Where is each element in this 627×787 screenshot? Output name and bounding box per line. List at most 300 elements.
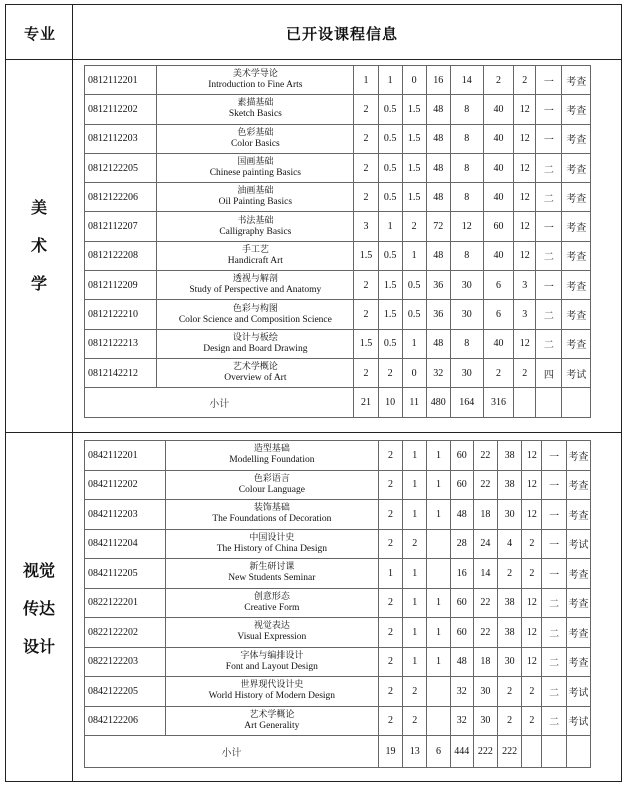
- credits: 1: [354, 66, 378, 95]
- major-name-line: 设计: [22, 637, 55, 656]
- subtotal-row: [85, 736, 591, 768]
- table-row: [85, 271, 591, 300]
- practice-hours: 60: [483, 212, 514, 241]
- major-header: 专业: [24, 25, 57, 43]
- course-name-cn: 字体与编排设计: [240, 650, 304, 661]
- assessment: 考查: [566, 500, 590, 530]
- section-divider: [6, 432, 621, 433]
- practice-credits: 1: [402, 241, 426, 270]
- assessment: 考查: [562, 241, 591, 270]
- assessment: 考查: [562, 66, 591, 95]
- lecture-credits: 1.5: [378, 271, 402, 300]
- semester: 一: [536, 124, 562, 153]
- practice-hours: 38: [498, 470, 522, 500]
- course-name-en: Chinese painting Basics: [209, 168, 301, 179]
- weeks: 12: [514, 95, 536, 124]
- course-name: [165, 618, 378, 648]
- practice-credits: 2: [402, 212, 426, 241]
- subtotal-semester: [542, 736, 566, 768]
- subtotal-label: 小计: [85, 388, 354, 418]
- major-name-fine-arts: [6, 189, 72, 303]
- course-name-cn: 色彩语言: [253, 473, 290, 484]
- subtotal-assessment: [566, 736, 590, 768]
- weeks: 12: [514, 212, 536, 241]
- practice-hours: 4: [498, 529, 522, 559]
- total-hours: 72: [426, 212, 450, 241]
- weeks: 12: [522, 647, 542, 677]
- course-name-en: Art Generality: [244, 720, 300, 731]
- lecture-hours: 22: [473, 470, 497, 500]
- weeks: 3: [514, 271, 536, 300]
- lecture-credits: 1: [378, 66, 402, 95]
- weeks: 2: [522, 677, 542, 707]
- course-name-en: Color Science and Composition Science: [178, 314, 332, 325]
- credits: 2: [378, 706, 402, 736]
- assessment: 考查: [562, 124, 591, 153]
- practice-credits: 1.5: [402, 183, 426, 212]
- credits: 2: [354, 271, 378, 300]
- credits: 2: [378, 588, 402, 618]
- lecture-hours: 30: [473, 677, 497, 707]
- practice-credits: 1: [427, 500, 450, 530]
- table-row: [85, 441, 591, 471]
- course-name-en: Modelling Foundation: [229, 455, 315, 466]
- course-name: [165, 500, 378, 530]
- lecture-credits: 2: [403, 529, 427, 559]
- lecture-hours: 24: [473, 529, 497, 559]
- assessment: 考查: [566, 588, 590, 618]
- course-name: [165, 470, 378, 500]
- subtotal-weeks: [514, 388, 536, 418]
- lecture-hours: 8: [450, 241, 483, 270]
- practice-credits: 0: [402, 358, 426, 387]
- course-code: 0812122205: [85, 153, 157, 182]
- course-name-cn: 中国设计史: [249, 532, 295, 543]
- semester: 二: [536, 300, 562, 329]
- course-info-page: [5, 4, 622, 782]
- subtotal-credits: 19: [378, 736, 402, 768]
- course-name: [157, 95, 354, 124]
- weeks: 12: [522, 588, 542, 618]
- semester: 一: [536, 66, 562, 95]
- course-code: 0812142212: [85, 358, 157, 387]
- subtotal-practice-credits: 6: [427, 736, 450, 768]
- lecture-hours: 8: [450, 153, 483, 182]
- semester: 一: [542, 559, 566, 589]
- course-name: [157, 124, 354, 153]
- practice-credits: 0.5: [402, 271, 426, 300]
- total-hours: 48: [426, 153, 450, 182]
- course-name-cn: 造型基础: [253, 444, 290, 455]
- course-name: [165, 559, 378, 589]
- practice-credits: [427, 706, 450, 736]
- lecture-credits: 1.5: [378, 300, 402, 329]
- lecture-credits: 1: [403, 618, 427, 648]
- header-divider: [6, 59, 621, 60]
- practice-hours: 30: [498, 500, 522, 530]
- course-code: 0822122201: [85, 588, 166, 618]
- course-code: 0842112205: [85, 559, 166, 589]
- assessment: 考试: [562, 358, 591, 387]
- course-name: [157, 183, 354, 212]
- course-code: 0812122213: [85, 329, 157, 358]
- course-name: [157, 66, 354, 95]
- subtotal-total-hours: 444: [450, 736, 473, 768]
- total-hours: 32: [450, 677, 473, 707]
- credits: 2: [378, 618, 402, 648]
- table-row: [85, 529, 591, 559]
- course-name: [157, 358, 354, 387]
- credits: 2: [378, 677, 402, 707]
- lecture-hours: 22: [473, 588, 497, 618]
- weeks: 12: [514, 153, 536, 182]
- assessment: 考查: [566, 647, 590, 677]
- credits: 2: [378, 441, 402, 471]
- course-code: 0812112209: [85, 271, 157, 300]
- major-name-line: 传达: [22, 599, 55, 618]
- subtotal-credits: 21: [354, 388, 378, 418]
- weeks: 12: [514, 241, 536, 270]
- table-row: [85, 500, 591, 530]
- assessment: 考试: [566, 529, 590, 559]
- weeks: 12: [514, 183, 536, 212]
- assessment: 考查: [562, 300, 591, 329]
- credits: 1.5: [354, 241, 378, 270]
- course-code: 0842122206: [85, 706, 166, 736]
- subtotal-weeks: [522, 736, 542, 768]
- practice-hours: 6: [483, 271, 514, 300]
- course-name-en: Visual Expression: [237, 632, 307, 643]
- practice-hours: 40: [483, 241, 514, 270]
- lecture-credits: 0.5: [378, 329, 402, 358]
- table-row: [85, 559, 591, 589]
- course-name: [165, 529, 378, 559]
- total-hours: 48: [426, 329, 450, 358]
- credits: 2: [378, 470, 402, 500]
- subtotal-lecture-credits: 13: [403, 736, 427, 768]
- lecture-credits: 0.5: [378, 241, 402, 270]
- course-name-en: Font and Layout Design: [225, 661, 318, 672]
- table-row: [85, 212, 591, 241]
- assessment: 考查: [566, 470, 590, 500]
- course-name-cn: 透视与解剖: [232, 274, 278, 285]
- subtotal-semester: [536, 388, 562, 418]
- total-hours: 48: [426, 183, 450, 212]
- assessment: 考试: [566, 706, 590, 736]
- semester: 一: [536, 271, 562, 300]
- lecture-hours: 8: [450, 183, 483, 212]
- course-name-en: World History of Modern Design: [208, 691, 336, 702]
- course-code: 0812112207: [85, 212, 157, 241]
- course-name-cn: 艺术学概论: [232, 362, 278, 373]
- assessment: 考查: [562, 183, 591, 212]
- credits: 2: [378, 647, 402, 677]
- practice-credits: 1: [427, 647, 450, 677]
- course-name-cn: 油画基础: [237, 186, 274, 197]
- course-name-en: Overview of Art: [224, 373, 287, 384]
- course-code: 0842112201: [85, 441, 166, 471]
- visual-design-course-table: [84, 440, 591, 768]
- practice-credits: 1: [427, 441, 450, 471]
- table-row: [85, 329, 591, 358]
- total-hours: 36: [426, 300, 450, 329]
- credits: 2: [354, 124, 378, 153]
- assessment: 考查: [562, 271, 591, 300]
- course-name-cn: 世界现代设计史: [240, 680, 304, 691]
- semester: 一: [536, 95, 562, 124]
- course-name: [157, 212, 354, 241]
- course-code: 0812112201: [85, 66, 157, 95]
- assessment: 考查: [566, 441, 590, 471]
- course-code: 0812112202: [85, 95, 157, 124]
- lecture-hours: 22: [473, 618, 497, 648]
- major-name-line: 视觉: [22, 561, 55, 580]
- practice-hours: 2: [498, 559, 522, 589]
- semester: 二: [536, 153, 562, 182]
- total-hours: 48: [426, 124, 450, 153]
- course-name: [165, 441, 378, 471]
- practice-hours: 38: [498, 441, 522, 471]
- course-name-en: Study of Perspective and Anatomy: [189, 285, 322, 296]
- lecture-credits: 2: [403, 677, 427, 707]
- lecture-credits: 1: [403, 559, 427, 589]
- course-name-cn: 装饰基础: [253, 503, 290, 514]
- practice-hours: 2: [498, 706, 522, 736]
- total-hours: 48: [426, 241, 450, 270]
- fine-arts-course-table: [84, 65, 591, 418]
- course-code: 0822122203: [85, 647, 166, 677]
- weeks: 12: [522, 500, 542, 530]
- course-name-en: Creative Form: [244, 602, 300, 613]
- weeks: 12: [522, 618, 542, 648]
- credits: 3: [354, 212, 378, 241]
- assessment: 考查: [566, 618, 590, 648]
- table-row: [85, 153, 591, 182]
- semester: 一: [536, 212, 562, 241]
- course-name: [165, 706, 378, 736]
- lecture-hours: 8: [450, 329, 483, 358]
- semester: 二: [536, 183, 562, 212]
- lecture-hours: 30: [450, 358, 483, 387]
- weeks: 2: [514, 358, 536, 387]
- subtotal-practice-credits: 11: [402, 388, 426, 418]
- table-row: [85, 124, 591, 153]
- lecture-hours: 30: [450, 300, 483, 329]
- table-row: [85, 66, 591, 95]
- practice-credits: 1.5: [402, 153, 426, 182]
- practice-credits: [427, 559, 450, 589]
- practice-hours: 2: [483, 358, 514, 387]
- subtotal-row: [85, 388, 591, 418]
- lecture-credits: 0.5: [378, 124, 402, 153]
- lecture-credits: 1: [403, 500, 427, 530]
- practice-hours: 40: [483, 95, 514, 124]
- total-hours: 36: [426, 271, 450, 300]
- practice-hours: 40: [483, 153, 514, 182]
- practice-hours: 2: [483, 66, 514, 95]
- assessment: 考查: [562, 329, 591, 358]
- practice-hours: 2: [498, 677, 522, 707]
- practice-credits: 1: [427, 470, 450, 500]
- credits: 2: [378, 529, 402, 559]
- course-name: [157, 300, 354, 329]
- course-name-en: Color Basics: [230, 138, 280, 149]
- lecture-hours: 18: [473, 647, 497, 677]
- major-column-divider: [72, 5, 73, 781]
- weeks: 12: [522, 441, 542, 471]
- assessment: 考查: [562, 212, 591, 241]
- lecture-credits: 1: [403, 647, 427, 677]
- course-name-cn: 美术学导论: [232, 69, 278, 80]
- lecture-credits: 1: [403, 470, 427, 500]
- table-row: [85, 358, 591, 387]
- course-name-en: Colour Language: [238, 484, 305, 495]
- course-name-en: Design and Board Drawing: [203, 343, 308, 354]
- credits: 2: [354, 358, 378, 387]
- lecture-hours: 8: [450, 95, 483, 124]
- lecture-hours: 14: [473, 559, 497, 589]
- subtotal-lecture-credits: 10: [378, 388, 402, 418]
- semester: 一: [542, 470, 566, 500]
- course-name-cn: 国画基础: [237, 157, 274, 168]
- total-hours: 60: [450, 618, 473, 648]
- course-name: [157, 271, 354, 300]
- course-code: 0812122208: [85, 241, 157, 270]
- weeks: 2: [522, 706, 542, 736]
- subtotal-lecture-hours: 222: [473, 736, 497, 768]
- lecture-hours: 8: [450, 124, 483, 153]
- course-name-cn: 手工艺: [241, 244, 269, 255]
- total-hours: 48: [450, 647, 473, 677]
- subtotal-practice-hours: 316: [483, 388, 514, 418]
- subtotal-total-hours: 480: [426, 388, 450, 418]
- practice-hours: 40: [483, 183, 514, 212]
- lecture-credits: 2: [403, 706, 427, 736]
- semester: 二: [542, 647, 566, 677]
- weeks: 12: [514, 329, 536, 358]
- subtotal-assessment: [562, 388, 591, 418]
- lecture-hours: 12: [450, 212, 483, 241]
- practice-credits: 1: [402, 329, 426, 358]
- weeks: 2: [522, 559, 542, 589]
- course-name-cn: 色彩基础: [237, 127, 274, 138]
- assessment: 考查: [562, 153, 591, 182]
- course-name-en: The History of China Design: [216, 543, 327, 554]
- lecture-credits: 1: [403, 441, 427, 471]
- assessment: 考试: [566, 677, 590, 707]
- lecture-credits: 0.5: [378, 95, 402, 124]
- credits: 2: [354, 95, 378, 124]
- course-name-en: The Foundations of Decoration: [212, 514, 332, 525]
- major-name-visual-design: [6, 552, 72, 666]
- credits: 2: [354, 153, 378, 182]
- lecture-hours: 14: [450, 66, 483, 95]
- course-name-cn: 素描基础: [237, 98, 274, 109]
- lecture-credits: 2: [378, 358, 402, 387]
- practice-hours: 30: [498, 647, 522, 677]
- semester: 二: [536, 241, 562, 270]
- total-hours: 60: [450, 441, 473, 471]
- practice-hours: 38: [498, 618, 522, 648]
- course-name-en: New Students Seminar: [228, 573, 316, 584]
- semester: 二: [542, 618, 566, 648]
- practice-hours: 38: [498, 588, 522, 618]
- subtotal-lecture-hours: 164: [450, 388, 483, 418]
- weeks: 3: [514, 300, 536, 329]
- weeks: 2: [514, 66, 536, 95]
- course-code: 0812112203: [85, 124, 157, 153]
- major-name-line: 美: [30, 198, 47, 217]
- lecture-credits: 1: [403, 588, 427, 618]
- major-name-line: 术: [30, 236, 47, 255]
- practice-credits: 0: [402, 66, 426, 95]
- course-name: [165, 647, 378, 677]
- course-name-en: Oil Painting Basics: [218, 197, 293, 208]
- course-name: [165, 677, 378, 707]
- total-hours: 28: [450, 529, 473, 559]
- assessment: 考查: [562, 95, 591, 124]
- lecture-hours: 22: [473, 441, 497, 471]
- course-code: 0822122202: [85, 618, 166, 648]
- total-hours: 16: [426, 66, 450, 95]
- course-name: [165, 588, 378, 618]
- lecture-hours: 30: [450, 271, 483, 300]
- subtotal-label: 小计: [85, 736, 379, 768]
- total-hours: 32: [450, 706, 473, 736]
- lecture-hours: 30: [473, 706, 497, 736]
- course-name-cn: 艺术学概论: [249, 709, 295, 720]
- credits: 1.5: [354, 329, 378, 358]
- total-hours: 48: [450, 500, 473, 530]
- practice-credits: 1.5: [402, 95, 426, 124]
- practice-credits: 1: [427, 588, 450, 618]
- course-name: [157, 153, 354, 182]
- practice-credits: 1.5: [402, 124, 426, 153]
- table-row: [85, 183, 591, 212]
- lecture-hours: 18: [473, 500, 497, 530]
- semester: 一: [542, 500, 566, 530]
- course-info-header: 已开设课程信息: [286, 25, 399, 43]
- course-code: 0842112203: [85, 500, 166, 530]
- course-name-cn: 色彩与构图: [232, 303, 278, 314]
- course-name-cn: 视觉表达: [253, 621, 290, 632]
- practice-credits: 1: [427, 618, 450, 648]
- course-name-en: Handicraft Art: [227, 255, 283, 266]
- course-code: 0842122205: [85, 677, 166, 707]
- total-hours: 16: [450, 559, 473, 589]
- course-name: [157, 329, 354, 358]
- weeks: 12: [514, 124, 536, 153]
- practice-hours: 6: [483, 300, 514, 329]
- subtotal-practice-hours: 222: [498, 736, 522, 768]
- course-code: 0842112204: [85, 529, 166, 559]
- credits: 2: [354, 183, 378, 212]
- course-name-en: Sketch Basics: [228, 109, 282, 120]
- lecture-credits: 0.5: [378, 153, 402, 182]
- weeks: 12: [522, 470, 542, 500]
- table-row: [85, 470, 591, 500]
- course-name-cn: 设计与板绘: [232, 332, 278, 343]
- credits: 2: [354, 300, 378, 329]
- practice-hours: 40: [483, 329, 514, 358]
- table-row: [85, 647, 591, 677]
- total-hours: 48: [426, 95, 450, 124]
- course-code: 0842112202: [85, 470, 166, 500]
- lecture-credits: 1: [378, 212, 402, 241]
- table-row: [85, 677, 591, 707]
- semester: 二: [542, 706, 566, 736]
- semester: 一: [542, 441, 566, 471]
